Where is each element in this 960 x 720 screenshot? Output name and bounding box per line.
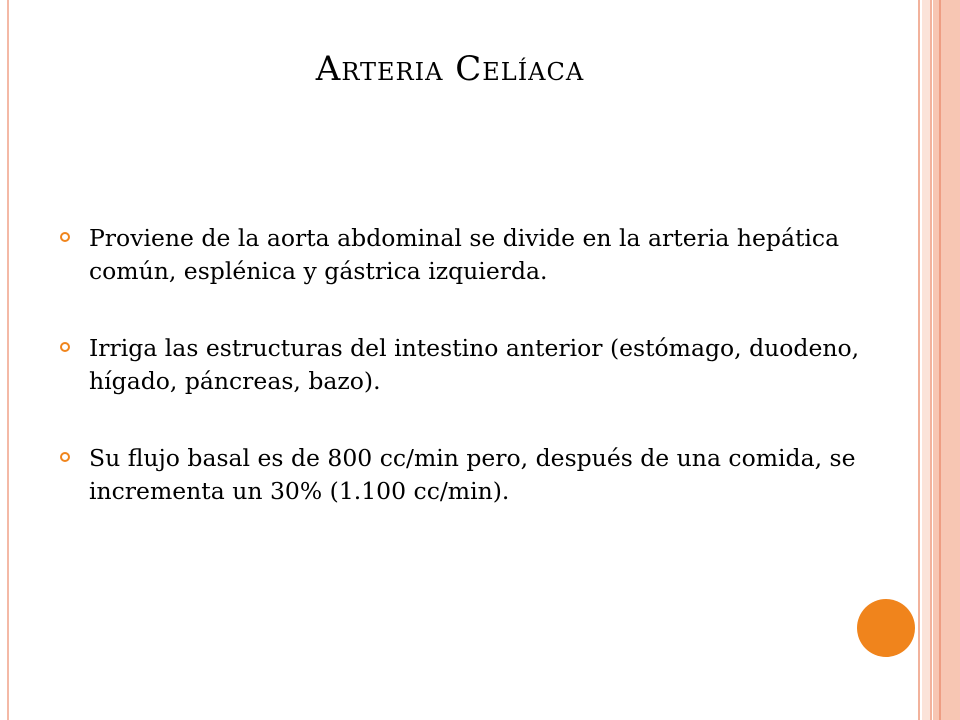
bullet-item (60, 442, 900, 508)
right-stripe (930, 0, 932, 720)
ring-bullet-icon (60, 232, 70, 242)
right-stripe (941, 0, 960, 720)
bullet-item (60, 332, 900, 398)
ring-bullet-icon (60, 342, 70, 352)
bullet-item (60, 222, 900, 288)
left-border-line (7, 0, 9, 720)
bullet-text: Su flujo basal es de 800 cc/min pero, después de una comida, se incrementa un 30% (1.100 cc/min). (89, 444, 856, 505)
bullet-text: Irriga las estructuras del intestino anterior (estómago, duodeno, hígado, páncreas, bazo). (89, 334, 860, 395)
decorative-circle (857, 599, 915, 657)
bullet-list (60, 222, 900, 552)
right-stripe (922, 0, 930, 720)
slide-title: Arteria Celíaca (315, 49, 585, 89)
ring-bullet-icon (60, 452, 70, 462)
bullet-text: Proviene de la aorta abdominal se divide en la arteria hepática común, esplénica y gástrica izquierda. (89, 224, 840, 285)
right-stripe (918, 0, 920, 720)
